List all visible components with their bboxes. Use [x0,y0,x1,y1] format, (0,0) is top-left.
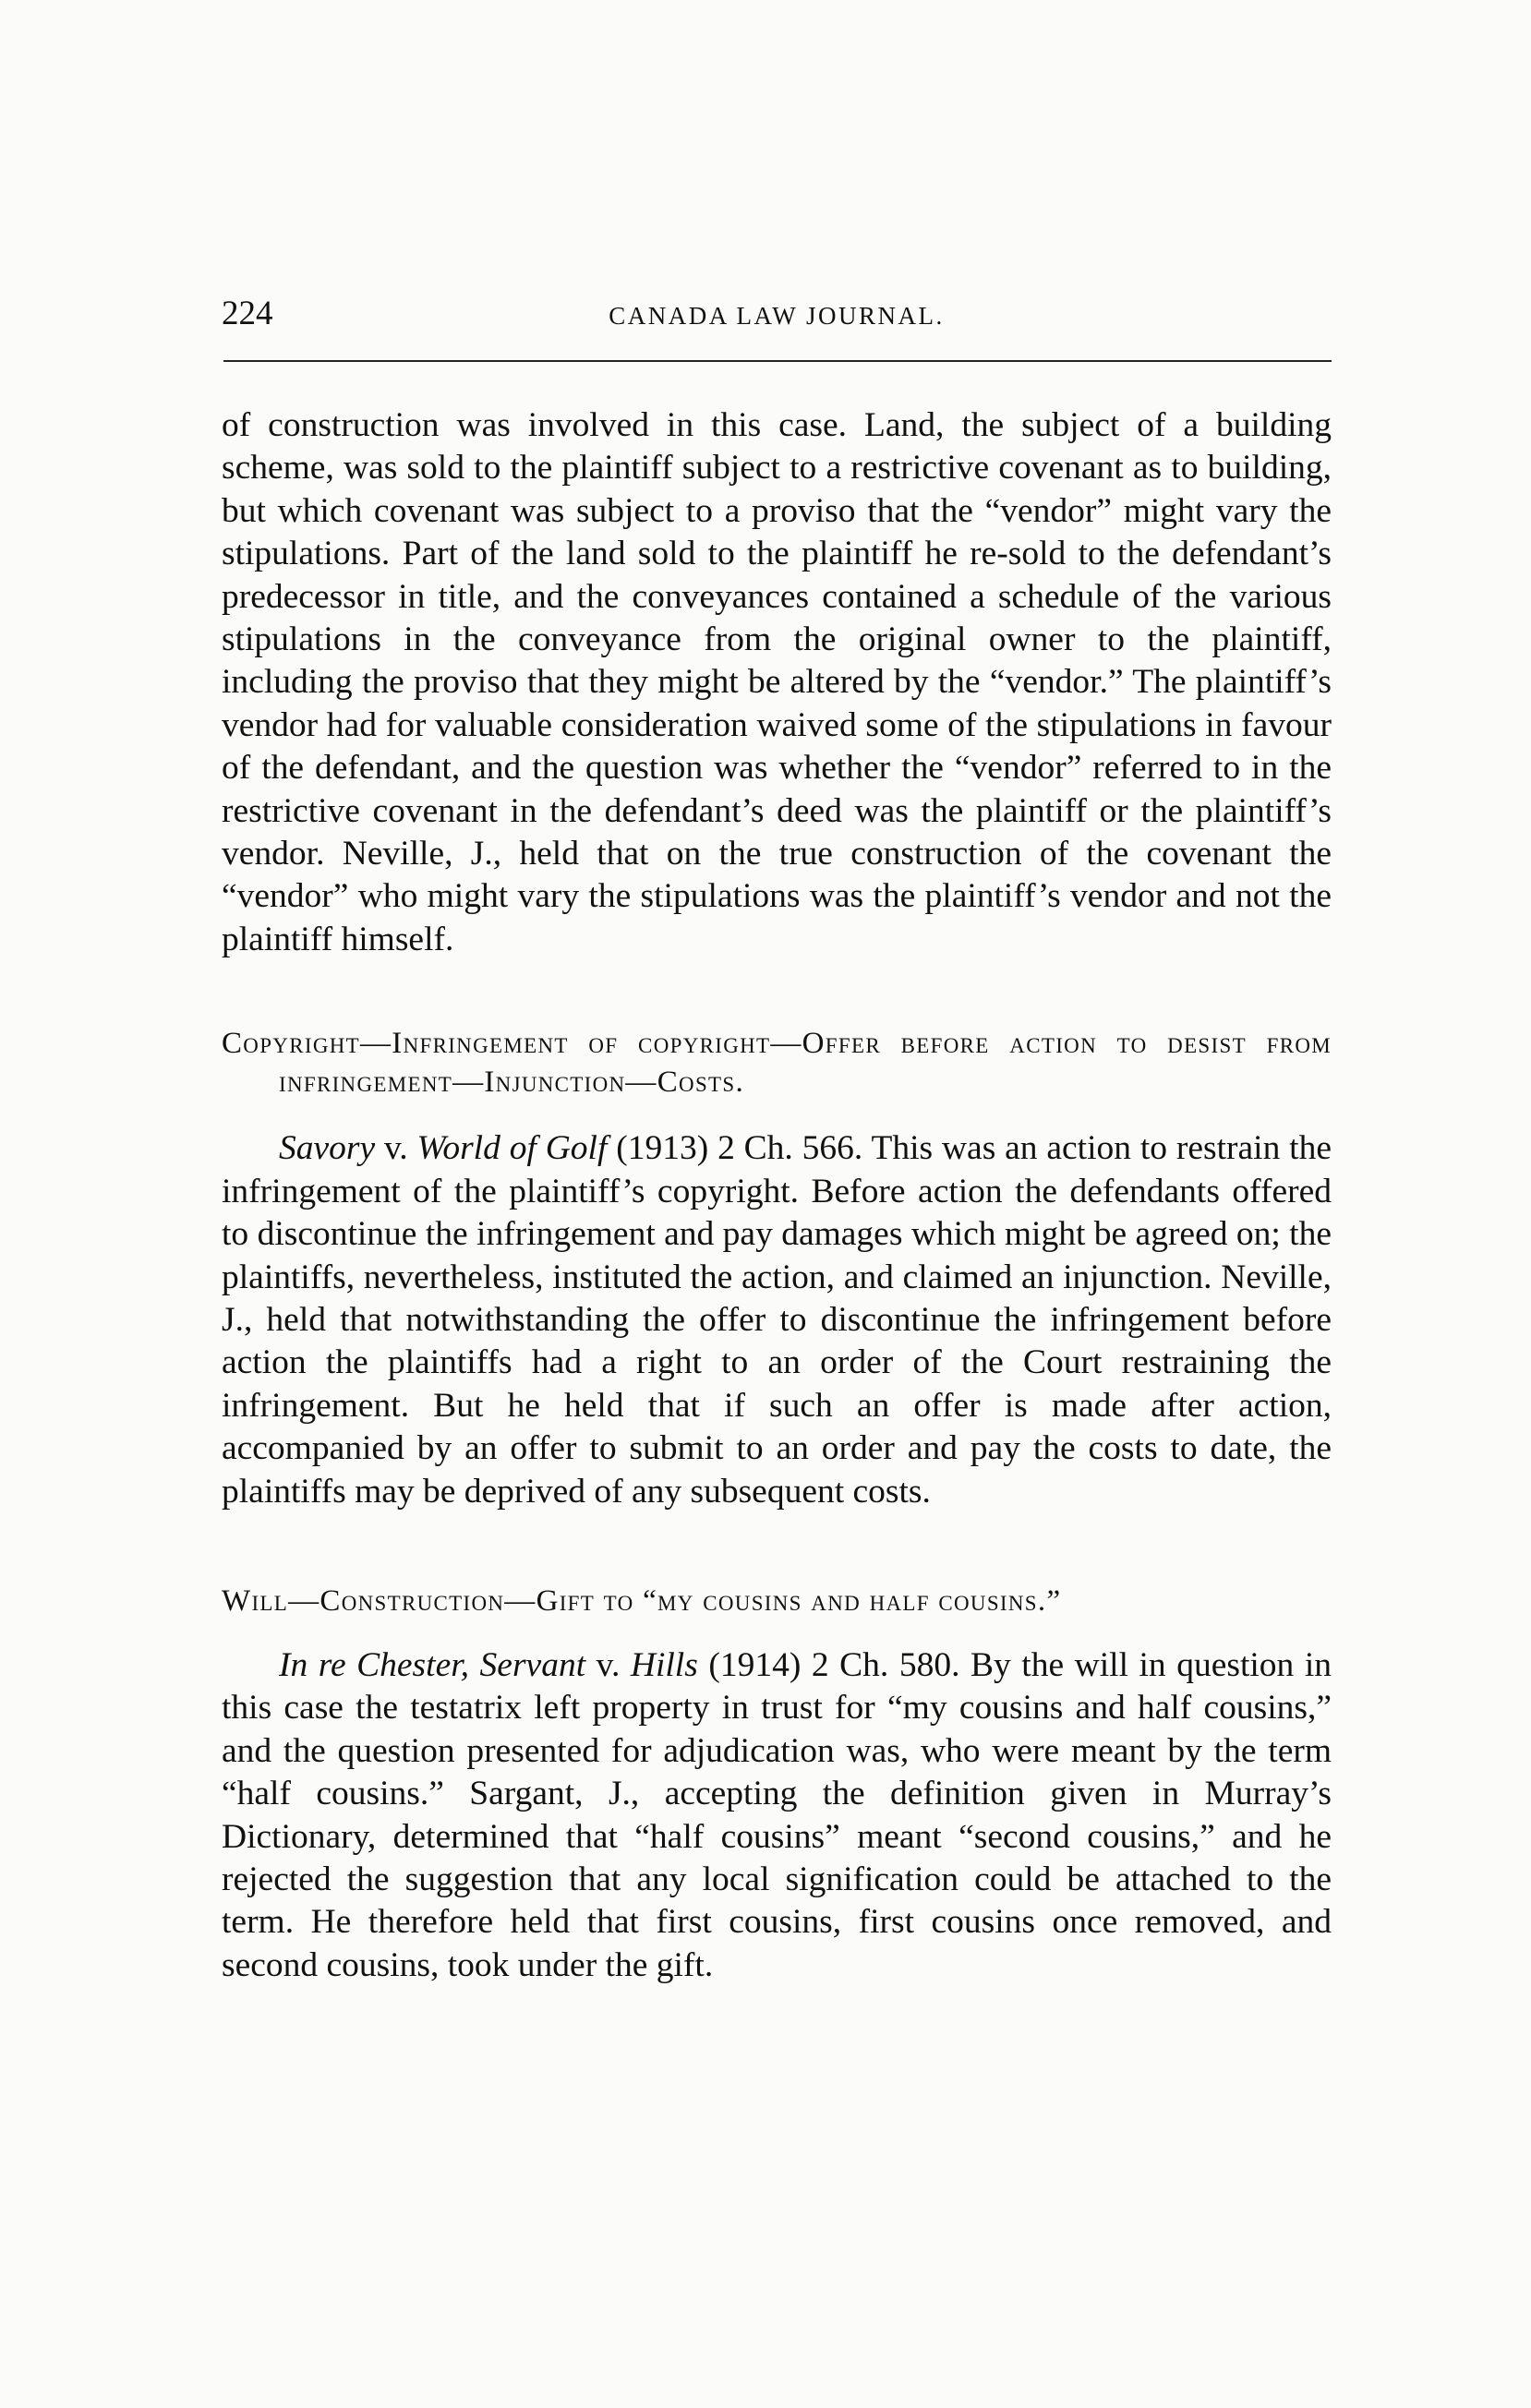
running-head [222,294,1332,349]
header-rule [223,360,1332,362]
case-party: World of Golf [416,1129,608,1168]
case-body: By the will in question in this case the testatrix left property in trust for “my cousins and half cousins,” and the question presented for adjudication was, who were meant by the term “half cousins.” Sargant, J., accepting the definition given in Murray’s Dictionary, determined that “half cousins” meant “second cousins,” and he rejected the suggestion that any local signification could be attached to the term. He therefore held that first cousins, first cousins once removed, and second cousins, took under the gift. [222,1645,1332,1984]
case-citation: (1913) 2 Ch. 566. [607,1129,872,1168]
page [222,294,1332,1987]
journal-title: CANADA LAW JOURNAL. [609,302,945,330]
section-heading-copyright: Copyright—Infringement of copyright—Offer before action to desist from infringement—Injunction—Costs. [222,1027,1332,1100]
case-separator: v. [375,1129,417,1168]
page-number: 224 [222,295,273,332]
continuation-paragraph: of construction was involved in this case. Land, the subject of a building scheme, was sold to the plaintiff subject to a restrictive covenant as to building, but which covenant was subject to a proviso that the “vendor” might vary the stipulations. Part of the land sold to the plaintiff he re-sold to the defendant’s predecessor in title, and the conveyances contained a schedule of the various stipulations in the conveyance from the original owner to the plaintiff, including the proviso that they might be altered by the “vendor.” The plaintiff’s vendor had for valuable consideration waived some of the stipulations in favour of the defendant, and the question was whether the “vendor” referred to in the restrictive covenant in the defendant’s deed was the plaintiff or the plaintiff’s vendor. Neville, J., held that on the true construction of the covenant the “vendor” who might vary the stipulations was the plaintiff’s vendor and not the plaintiff himself. [222,406,1332,958]
case-citation: (1914) 2 Ch. 580. [697,1645,970,1684]
case-body: This was an action to restrain the infringement of the plaintiff’s copyright. Before action the defendants offered to discontinue the infringement and pay damages which might be agreed on; the plaintiffs, nevertheless, instituted the action, and claimed an injunction. Neville, J., held that notwithstanding the offer to discontinue the infringement before action the plaintiffs had a right to an order of the Court restraining the infringement. But he held that if such an offer is made after action, accompanied by an offer to submit to an order and pay the costs to date, the plaintiffs may be deprived of any subsequent costs. [222,1129,1332,1511]
case-paragraph-chester [222,1644,1332,1987]
case-party: Hills [630,1645,698,1684]
case-name: In re Chester, Servant [279,1645,586,1684]
case-separator: v. [585,1645,631,1684]
section-heading-will: Will—Construction—Gift to “my cousins and half cousins.” [222,1583,1062,1618]
case-paragraph-savory [222,1127,1332,1513]
case-name: Savory [279,1129,376,1168]
